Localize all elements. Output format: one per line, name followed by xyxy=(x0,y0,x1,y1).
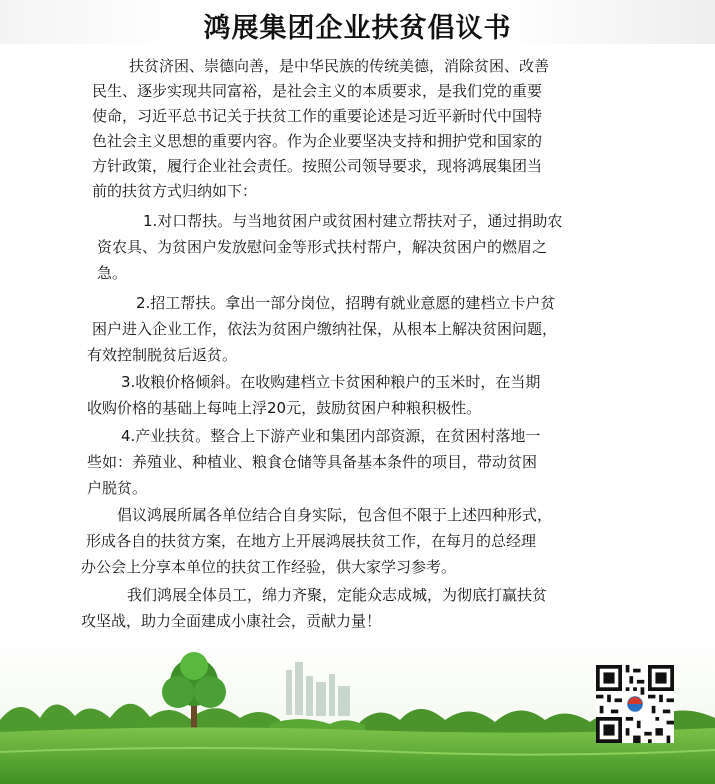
list-item-line: 收购价格的基础上每吨上浮20元，鼓励贫困户种粮积极性。 xyxy=(87,399,482,417)
paragraph-line: 民生、逐步实现共同富裕，是社会主义的本质要求，是我们党的重要 xyxy=(92,82,543,100)
paragraph-line: 办公会上分享本单位的扶贫工作经验，供大家学习参考。 xyxy=(81,558,457,576)
paragraph-line: 使命，习近平总书记关于扶贫工作的重要论述是习近平新时代中国特 xyxy=(92,107,543,125)
paragraph-line: 攻坚战，助力全面建成小康社会，贡献力量！ xyxy=(81,612,382,630)
list-item-line: 困户进入企业工作，依法为贫困户缴纳社保，从根本上解决贫困问题， xyxy=(92,320,558,338)
paragraph-line: 形成各自的扶贫方案，在地方上开展鸿展扶贫工作，在每月的总经理 xyxy=(86,532,537,550)
paragraph-line: 我们鸿展全体员工，绵力齐聚，定能众志成城，为彻底打赢扶贫 xyxy=(127,586,548,604)
paragraph-line: 倡议鸿展所属各单位结合自身实际，包含但不限于上述四种形式， xyxy=(117,506,553,524)
paragraph-line: 扶贫济困、崇德向善，是中华民族的传统美德，消除贫困、改善 xyxy=(129,57,550,75)
paragraph-line: 方针政策，履行企业社会责任。按照公司领导要求，现将鸿展集团当 xyxy=(92,157,543,175)
list-item-line: 户脱贫。 xyxy=(87,479,148,497)
list-item-line: 些如：养殖业、种植业、粮食仓储等具备基本条件的项目，带动贫困 xyxy=(87,453,538,471)
list-item-line: 4.产业扶贫。整合上下游产业和集团内部资源，在贫困村落地一 xyxy=(121,427,541,445)
list-item-line: 3.收粮价格倾斜。在收购建档立卡贫困种粮户的玉米时，在当期 xyxy=(121,373,541,391)
paragraph-line: 前的扶贫方式归纳如下： xyxy=(92,182,258,200)
list-item-line: 2.招工帮扶。拿出一部分岗位，招聘有就业意愿的建档立卡户贫 xyxy=(136,294,556,312)
page-title: 鸿展集团企业扶贫倡议书 xyxy=(203,13,512,44)
paragraph-line: 色社会主义思想的重要内容。作为企业要坚决支持和拥护党和国家的 xyxy=(92,132,543,150)
list-item-line: 有效控制脱贫后返贫。 xyxy=(87,346,238,364)
list-item-line: 资农具、为贫困户发放慰问金等形式扶村帮户，解决贫困户的燃眉之 xyxy=(97,238,548,256)
list-item-line: 1.对口帮扶。与当地贫困户或贫困村建立帮扶对子，通过捐助农 xyxy=(143,212,563,230)
qr-code xyxy=(596,665,674,743)
list-item-line: 急。 xyxy=(97,264,128,282)
